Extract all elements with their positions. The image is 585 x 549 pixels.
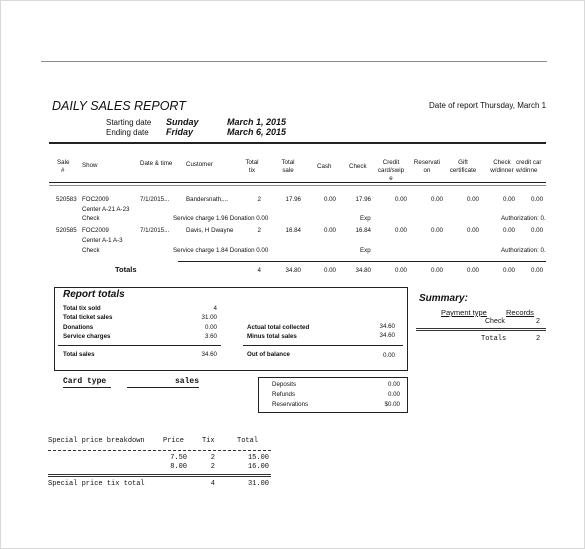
special-price-tix: 2 xyxy=(210,454,215,462)
sale-show: FOC2009 xyxy=(82,227,109,234)
header-rule xyxy=(49,142,546,144)
special-price-value: 8.00 xyxy=(170,463,187,471)
sale-customer: Davis, H Dwayne xyxy=(186,227,234,234)
columns-rule xyxy=(49,182,546,183)
col-gift: Gift certificate xyxy=(449,159,477,174)
special-price-total-label: Special price tix total xyxy=(48,480,145,488)
sale-charges: Service charge 1.96 Donation 0.00 xyxy=(173,215,269,222)
card-type-header: Card type xyxy=(63,377,107,386)
report-total-value: 3.60 xyxy=(204,333,217,340)
totals-gift: 0.00 xyxy=(466,267,479,274)
sale-date: 7/1/2015... xyxy=(140,227,170,234)
report-total-value: 31.00 xyxy=(201,314,217,321)
date-of-report: Date of report Thursday, March 1 xyxy=(429,101,547,110)
total-sales-value: 34.60 xyxy=(201,351,217,358)
sale-reservation: 0.00 xyxy=(430,196,443,203)
sale-credit: 0.00 xyxy=(394,196,407,203)
sale-number: 520585 xyxy=(56,227,77,234)
col-check-dinner: Check w/dinner xyxy=(490,159,514,174)
columns-rule-2 xyxy=(49,185,546,186)
sale-charges: Service charge 1.84 Donation 0.00 xyxy=(173,247,269,254)
col-show: Show xyxy=(82,162,98,169)
records-header: Records xyxy=(506,308,534,317)
report-total-value: 0.00 xyxy=(204,324,217,331)
col-cash: Cash xyxy=(317,163,332,170)
col-credit-dinner: credit car w/dinne xyxy=(516,159,542,174)
special-price-value: 7.50 xyxy=(170,454,187,462)
sale-payment: Check xyxy=(82,247,100,254)
special-price-total-header: Total xyxy=(237,437,259,445)
sale-tix: 2 xyxy=(257,227,261,234)
summary-rule xyxy=(416,328,546,331)
special-price-total-tix: 4 xyxy=(210,480,215,488)
report-totals-title: Report totals xyxy=(63,289,125,300)
sale-amount: 16.84 xyxy=(285,227,301,234)
col-sale: Sale # xyxy=(57,159,70,174)
totals-credit-dinner: 0.00 xyxy=(531,267,544,274)
col-check: Check xyxy=(349,163,367,170)
sale-credit-dinner: 0.00 xyxy=(531,227,544,234)
payment-type-header: Payment type xyxy=(441,308,487,317)
summary-totals-label: Totals xyxy=(481,335,507,343)
report-totals-rule xyxy=(58,345,221,346)
sale-payment: Check xyxy=(82,215,100,222)
minus-total-label: Minus total sales xyxy=(247,333,297,340)
sale-customer: Bandersnath,... xyxy=(186,196,228,203)
totals-label: Totals xyxy=(115,265,137,274)
reservations-label: Reservations xyxy=(272,401,309,408)
sale-check-dinner: 0.00 xyxy=(502,227,515,234)
report-title: DAILY SALES REPORT xyxy=(52,99,186,113)
summary-totals-value: 2 xyxy=(536,335,541,343)
sale-reservation: 0.00 xyxy=(430,227,443,234)
total-sales-label: Total sales xyxy=(63,351,95,358)
totals-tix: 4 xyxy=(257,267,261,274)
sale-gift: 0.00 xyxy=(466,227,479,234)
ending-date: March 6, 2015 xyxy=(227,127,287,137)
sale-number: 520583 xyxy=(56,196,77,203)
sale-credit: 0.00 xyxy=(394,227,407,234)
ending-date-label: Ending date xyxy=(106,128,149,137)
special-price-total-value: 31.00 xyxy=(247,480,269,488)
report-total-label: Total tix sold xyxy=(63,305,101,312)
totals-sale: 34.80 xyxy=(285,267,301,274)
summary-records: 2 xyxy=(536,318,540,325)
top-rule xyxy=(41,61,547,62)
special-price-total: 15.00 xyxy=(247,454,269,462)
summary-title: Summary: xyxy=(419,293,468,304)
col-customer: Customer xyxy=(186,161,213,168)
sale-location: Center A-21 A-23 xyxy=(82,206,130,213)
special-price-header: Special price breakdown xyxy=(48,437,145,445)
sale-authorization: Authorization: 0. xyxy=(501,247,546,254)
reservations-value: $0.00 xyxy=(384,401,400,408)
special-price-tix: 2 xyxy=(210,463,215,471)
col-total-tix: Total tix xyxy=(245,159,259,174)
totals-credit: 0.00 xyxy=(394,267,407,274)
card-type-rule xyxy=(63,387,111,388)
sale-location: Center A-1 A-3 xyxy=(82,237,123,244)
refunds-label: Refunds xyxy=(272,391,296,398)
actual-collected-label: Actual total collected xyxy=(247,324,310,331)
card-sales-rule xyxy=(127,387,199,388)
deposits-label: Deposits xyxy=(272,381,297,388)
ending-day: Friday xyxy=(166,127,194,137)
sale-tix: 2 xyxy=(257,196,261,203)
col-total-sale: Total sale xyxy=(281,159,295,174)
sale-cash: 0.00 xyxy=(323,196,336,203)
starting-date-label: Starting date xyxy=(106,118,152,127)
totals-check: 34.80 xyxy=(355,267,371,274)
sale-exp: Exp xyxy=(360,215,371,222)
sale-gift: 0.00 xyxy=(466,196,479,203)
totals-cash: 0.00 xyxy=(323,267,336,274)
out-of-balance-value: 0.00 xyxy=(382,352,395,359)
report-total-label: Total ticket sales xyxy=(63,314,113,321)
balance-rule xyxy=(243,345,403,346)
report-total-label: Service charges xyxy=(63,333,111,340)
starting-day: Sunday xyxy=(166,117,199,127)
col-credit: Credit card/swip e xyxy=(377,159,405,182)
report-total-value: 4 xyxy=(213,305,217,312)
deposits-value: 0.00 xyxy=(387,381,400,388)
sale-check-dinner: 0.00 xyxy=(502,196,515,203)
special-price-price-header: Price xyxy=(163,437,185,445)
special-price-double-rule xyxy=(48,474,271,477)
totals-rule xyxy=(178,261,546,262)
summary-type: Check xyxy=(485,318,505,325)
totals-check-dinner: 0.00 xyxy=(502,267,515,274)
sale-amount: 17.96 xyxy=(285,196,301,203)
out-of-balance-label: Out of balance xyxy=(247,351,290,358)
sale-authorization: Authorization: 0. xyxy=(501,215,546,222)
report-total-label: Donations xyxy=(63,324,94,331)
special-price-rule xyxy=(48,450,271,451)
totals-reservation: 0.00 xyxy=(430,267,443,274)
sale-check: 17.96 xyxy=(355,196,371,203)
starting-date: March 1, 2015 xyxy=(227,117,287,127)
refunds-value: 0.00 xyxy=(387,391,400,398)
card-sales-header: sales xyxy=(175,377,200,386)
sale-check: 16.84 xyxy=(355,227,371,234)
sale-credit-dinner: 0.00 xyxy=(531,196,544,203)
sale-exp: Exp xyxy=(360,247,371,254)
sale-show: FOC2009 xyxy=(82,196,109,203)
sale-date: 7/1/2015... xyxy=(140,196,170,203)
col-date-time: Date & time xyxy=(140,160,173,167)
minus-total-value: 34.60 xyxy=(379,332,395,339)
col-reservation: Reservati on xyxy=(413,159,441,174)
actual-collected-value: 34.60 xyxy=(379,323,395,330)
special-price-total: 16.00 xyxy=(247,463,269,471)
special-price-tix-header: Tix xyxy=(202,437,215,445)
sale-cash: 0.00 xyxy=(323,227,336,234)
